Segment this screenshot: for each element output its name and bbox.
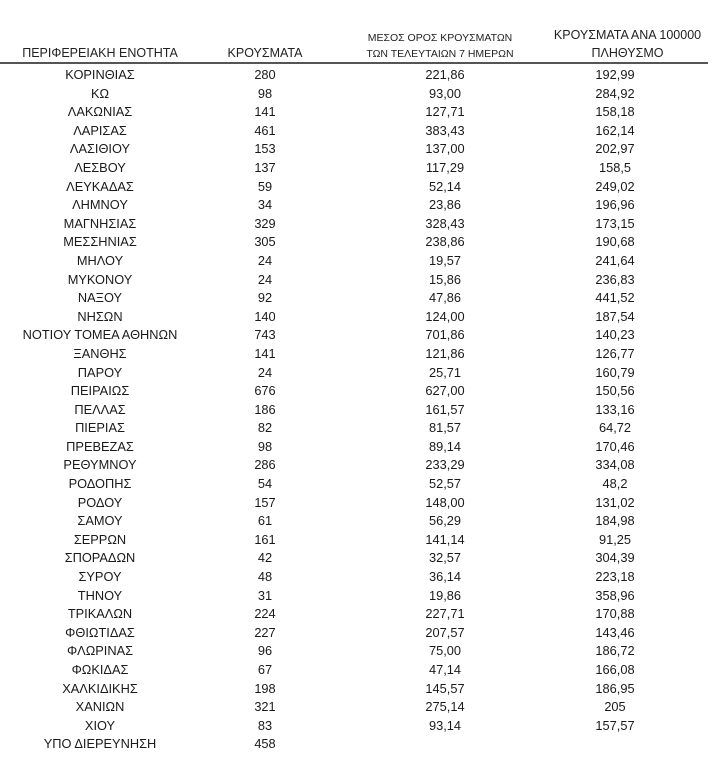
cell-region: ΡΟΔΟΥ: [77, 494, 123, 510]
table-row: [0, 568, 720, 587]
cell-region: ΠΕΛΛΑΣ: [74, 401, 126, 417]
table-row: [0, 103, 720, 122]
cell-cases: 743: [254, 327, 276, 343]
table-row: [0, 140, 720, 159]
cell-region: ΚΟΡΙΝΘΙΑΣ: [65, 67, 135, 82]
cell-per100k: 186,95: [595, 680, 635, 696]
cell-avg7: 56,29: [428, 513, 462, 529]
cell-region: ΜΑΓΝΗΣΙΑΣ: [63, 215, 137, 231]
cell-region: ΦΘΙΩΤΙΔΑΣ: [65, 624, 135, 640]
cell-per100k: 140,23: [595, 327, 635, 343]
cell-region: ΜΗΛΟΥ: [76, 252, 124, 268]
cell-per100k: 196,96: [595, 197, 635, 213]
cell-per100k: 187,54: [595, 308, 635, 324]
cell-cases: 461: [254, 122, 276, 138]
header-cases: ΚΡΟΥΣΜΑΤΑ: [227, 46, 303, 60]
cell-avg7: 52,57: [428, 476, 462, 492]
cell-cases: 153: [254, 141, 276, 157]
cell-region: ΧΑΝΙΩΝ: [75, 699, 125, 715]
table-row: [0, 717, 720, 736]
table-row: [0, 308, 720, 327]
cell-region: ΤΡΙΚΑΛΩΝ: [67, 606, 133, 622]
table-row: [0, 271, 720, 290]
cell-cases: 24: [257, 364, 273, 380]
table-row: [0, 642, 720, 661]
cell-avg7: 207,57: [425, 624, 465, 640]
table-row: [0, 289, 720, 308]
cell-region: ΜΥΚΟΝΟΥ: [67, 271, 133, 287]
cell-avg7: 15,86: [428, 271, 462, 287]
cell-avg7: 124,00: [425, 308, 465, 324]
cell-region: ΧΑΛΚΙΔΙΚΗΣ: [62, 680, 138, 696]
cell-cases: 280: [254, 67, 276, 82]
cell-per100k: 249,02: [595, 178, 635, 194]
table-row: [0, 661, 720, 680]
table-row: [0, 735, 720, 754]
cell-per100k: 223,18: [595, 569, 635, 585]
cell-cases: 286: [254, 457, 276, 473]
cell-cases: 31: [257, 587, 273, 603]
cell-avg7: 47,86: [428, 290, 462, 306]
cell-avg7: 148,00: [425, 494, 465, 510]
table-row: [0, 401, 720, 420]
cell-region: ΣΥΡΟΥ: [78, 569, 122, 585]
cell-avg7: 25,71: [428, 364, 462, 380]
cell-per100k: 133,16: [595, 401, 635, 417]
cell-avg7: 141,14: [425, 531, 465, 547]
cell-cases: 42: [257, 550, 273, 566]
cell-region: ΤΗΝΟΥ: [77, 587, 123, 603]
cell-cases: 24: [257, 271, 273, 287]
cell-avg7: 127,71: [425, 104, 465, 120]
header-per100k-line2: ΠΛΗΘΥΣΜΟ: [591, 46, 664, 60]
header-avg7-line1: ΜΕΣΟΣ ΟΡΟΣ ΚΡΟΥΣΜΑΤΩΝ: [367, 32, 513, 44]
cell-cases: 141: [254, 345, 276, 361]
table-row: [0, 624, 720, 643]
cell-region: ΧΙΟΥ: [84, 717, 116, 733]
cell-per100k: 160,79: [595, 364, 635, 380]
cell-cases: 48: [257, 569, 273, 585]
table-row: [0, 252, 720, 271]
cell-avg7: 145,57: [425, 680, 465, 696]
cell-cases: 54: [257, 476, 273, 492]
cell-region: ΛΑΣΙΘΙΟΥ: [69, 141, 131, 157]
cell-cases: 676: [254, 383, 276, 399]
table-row: [0, 233, 720, 252]
cell-per100k: 205: [604, 699, 626, 715]
cell-per100k: 48,2: [602, 476, 628, 492]
cell-cases: 98: [257, 85, 273, 101]
cell-avg7: 161,57: [425, 401, 465, 417]
header-per100k: [540, 26, 715, 62]
cell-cases: 321: [254, 699, 276, 715]
cell-per100k: 241,64: [595, 252, 635, 268]
cell-per100k: 186,72: [595, 643, 635, 659]
cell-region: ΡΕΘΥΜΝΟΥ: [63, 457, 137, 473]
cell-per100k: 304,39: [595, 550, 635, 566]
cell-region: ΦΩΚΙΔΑΣ: [71, 662, 129, 677]
cell-region: ΠΡΕΒΕΖΑΣ: [66, 438, 134, 454]
table-row: [0, 475, 720, 494]
cell-region: ΜΕΣΣΗΝΙΑΣ: [63, 234, 137, 250]
cell-avg7: 221,86: [425, 67, 465, 82]
cell-cases: 137: [254, 159, 276, 175]
cell-cases: 67: [257, 662, 273, 677]
table-row: [0, 159, 720, 178]
cell-region: ΠΑΡΟΥ: [77, 364, 123, 380]
cell-avg7: 233,29: [425, 457, 465, 473]
cell-per100k: 441,52: [595, 290, 635, 306]
table-row: [0, 215, 720, 234]
cell-avg7: 121,86: [425, 345, 465, 361]
cell-avg7: 36,14: [428, 569, 462, 585]
cell-avg7: 19,57: [428, 252, 462, 268]
cell-avg7: 117,29: [425, 159, 465, 175]
cell-per100k: 150,56: [595, 383, 635, 399]
table-row: [0, 419, 720, 438]
cell-cases: 141: [254, 104, 276, 120]
header-per100k-line1: ΚΡΟΥΣΜΑΤΑ ΑΝΑ 100000: [553, 28, 702, 42]
table-row: [0, 698, 720, 717]
cell-avg7: 701,86: [425, 327, 465, 343]
cell-cases: 83: [257, 717, 273, 733]
cell-avg7: 383,43: [425, 122, 465, 138]
cell-per100k: 284,92: [595, 85, 635, 101]
cell-per100k: 143,46: [595, 624, 635, 640]
cell-avg7: 47,14: [428, 662, 462, 677]
cell-region: ΠΕΙΡΑΙΩΣ: [70, 383, 130, 399]
table-row: [0, 178, 720, 197]
cell-per100k: 334,08: [595, 457, 635, 473]
cell-cases: 157: [254, 494, 276, 510]
cell-avg7: 89,14: [428, 438, 462, 454]
table-row: [0, 438, 720, 457]
cell-cases: 305: [254, 234, 276, 250]
table-row: [0, 587, 720, 606]
cell-per100k: 126,77: [595, 345, 635, 361]
cell-per100k: 184,98: [595, 513, 635, 529]
cell-per100k: 192,99: [595, 67, 635, 82]
cell-region: ΡΟΔΟΠΗΣ: [68, 476, 132, 492]
cell-per100k: 170,46: [595, 438, 635, 454]
cell-avg7: 137,00: [425, 141, 465, 157]
cell-region: ΠΙΕΡΙΑΣ: [75, 420, 125, 436]
table-row: [0, 494, 720, 513]
cell-avg7: 275,14: [425, 699, 465, 715]
cell-region: ΣΕΡΡΩΝ: [73, 531, 127, 547]
cell-region: ΝΑΞΟΥ: [77, 290, 123, 306]
table-header: [0, 0, 720, 62]
table-row: [0, 196, 720, 215]
cell-region: ΛΕΥΚΑΔΑΣ: [66, 178, 134, 194]
cell-cases: 140: [254, 308, 276, 324]
cell-cases: 227: [254, 624, 276, 640]
cell-region: ΛΕΣΒΟΥ: [74, 159, 126, 175]
cell-per100k: 358,96: [595, 587, 635, 603]
cell-cases: 92: [257, 290, 273, 306]
table-row: [0, 364, 720, 383]
cell-cases: 24: [257, 252, 273, 268]
cell-avg7: 238,86: [425, 234, 465, 250]
cell-avg7: 81,57: [428, 420, 462, 436]
cell-avg7: 627,00: [425, 383, 465, 399]
cell-per100k: 158,5: [598, 159, 632, 175]
cell-per100k: 157,57: [595, 717, 635, 733]
cell-cases: 329: [254, 215, 276, 231]
cell-avg7: 328,43: [425, 215, 465, 231]
cell-avg7: 32,57: [428, 550, 462, 566]
cell-cases: 161: [254, 531, 276, 547]
cell-region: ΣΠΟΡΑΔΩΝ: [64, 550, 136, 566]
table-row: [0, 512, 720, 531]
header-avg7-line2: ΤΩΝ ΤΕΛΕΥΤΑΙΩΝ 7 ΗΜΕΡΩΝ: [366, 48, 514, 60]
cell-region: ΛΗΜΝΟΥ: [72, 197, 128, 213]
header-divider: [0, 62, 708, 64]
cell-avg7: 23,86: [428, 197, 462, 213]
cell-region: ΞΑΝΘΗΣ: [73, 345, 127, 361]
cell-cases: 34: [257, 197, 273, 213]
cell-per100k: 236,83: [595, 271, 635, 287]
table-row: [0, 456, 720, 475]
table-row: [0, 680, 720, 699]
cell-per100k: 64,72: [598, 420, 632, 436]
table-row: [0, 122, 720, 141]
cell-cases: 98: [257, 438, 273, 454]
table-row: [0, 531, 720, 550]
table-row: [0, 345, 720, 364]
cell-avg7: 227,71: [425, 606, 465, 622]
table-row: [0, 549, 720, 568]
header-avg7: [345, 30, 535, 62]
cell-cases: 458: [254, 736, 276, 752]
table-row: [0, 382, 720, 401]
cell-avg7: 93,00: [428, 85, 462, 101]
cell-per100k: 91,25: [598, 531, 632, 547]
cell-region: ΥΠΟ ΔΙΕΡΕΥΝΗΣΗ: [43, 736, 157, 752]
cell-region: ΚΩ: [90, 85, 110, 101]
cell-per100k: 190,68: [595, 234, 635, 250]
cell-avg7: 75,00: [428, 643, 462, 659]
cell-per100k: 166,08: [595, 662, 635, 677]
cell-per100k: 173,15: [595, 215, 635, 231]
cell-cases: 224: [254, 606, 276, 622]
cell-cases: 96: [257, 643, 273, 659]
table-row: [0, 605, 720, 624]
cell-avg7: 93,14: [428, 717, 462, 733]
table-row: [0, 66, 720, 85]
cell-region: ΦΛΩΡΙΝΑΣ: [66, 643, 134, 659]
cell-per100k: 170,88: [595, 606, 635, 622]
cell-avg7: 19,86: [428, 587, 462, 603]
cell-per100k: 158,18: [595, 104, 635, 120]
cell-avg7: 52,14: [428, 178, 462, 194]
cell-cases: 61: [257, 513, 273, 529]
cell-cases: 59: [257, 178, 273, 194]
table-row: [0, 85, 720, 104]
cell-region: ΛΑΚΩΝΙΑΣ: [67, 104, 133, 120]
cell-region: ΛΑΡΙΣΑΣ: [73, 122, 127, 138]
cell-region: ΣΑΜΟΥ: [77, 513, 123, 529]
cell-cases: 198: [254, 680, 276, 696]
cell-region: ΝΟΤΙΟΥ ΤΟΜΕΑ ΑΘΗΝΩΝ: [22, 327, 178, 343]
cell-cases: 186: [254, 401, 276, 417]
cell-per100k: 202,97: [595, 141, 635, 157]
table-body: [0, 66, 720, 754]
header-region: ΠΕΡΙΦΕΡΕΙΑΚΗ ΕΝΟΤΗΤΑ: [22, 46, 178, 60]
cell-cases: 82: [257, 420, 273, 436]
cell-per100k: 131,02: [595, 494, 635, 510]
table-row: [0, 326, 720, 345]
cell-per100k: 162,14: [595, 122, 635, 138]
cell-region: ΝΗΣΩΝ: [77, 308, 123, 324]
